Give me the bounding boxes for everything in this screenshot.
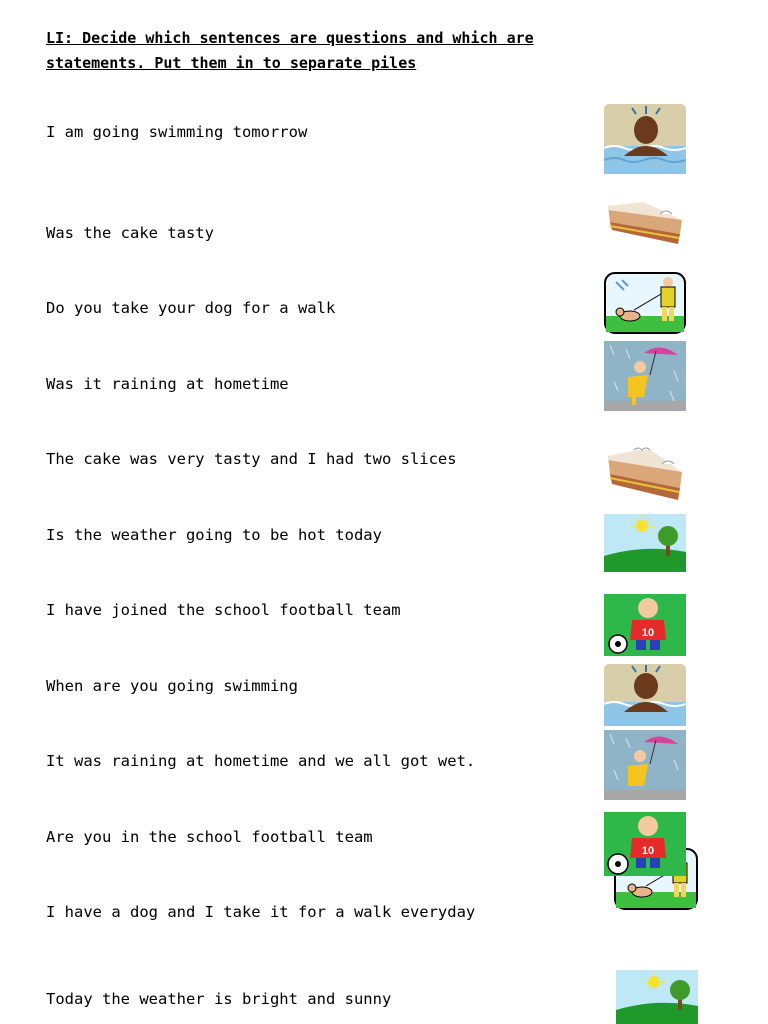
football-player-icon: [604, 812, 686, 876]
sentence-3: Do you take your dog for a walk: [46, 299, 336, 317]
rain-umbrella-icon: [604, 341, 686, 411]
football-player-icon: [604, 594, 686, 656]
sentence-11: I have a dog and I take it for a walk everyday: [46, 903, 476, 921]
sentence-6: Is the weather going to be hot today: [46, 526, 382, 544]
learning-intention-line2: statements. Put them in to separate piles: [46, 54, 417, 72]
shirt-number: 10: [641, 627, 655, 639]
cake-slice-icon: [604, 444, 686, 508]
sentence-8: When are you going swimming: [46, 677, 298, 695]
swimmer-icon: [604, 664, 686, 726]
sentence-9: It was raining at hometime and we all got wet.: [46, 752, 476, 770]
swimmer-icon: [604, 104, 686, 174]
sentence-10: Are you in the school football team: [46, 828, 373, 846]
sentence-12: Today the weather is bright and sunny: [46, 990, 392, 1008]
sentence-5: The cake was very tasty and I had two slices: [46, 450, 457, 468]
sentence-4: Was it raining at hometime: [46, 375, 289, 393]
sunny-day-icon: [604, 514, 686, 572]
cake-slice-icon: [604, 200, 686, 250]
learning-intention-line1: LI: Decide which sentences are questions and which are: [46, 29, 534, 47]
sunny-day-icon: [616, 970, 698, 1024]
dog-walk-icon: [604, 272, 686, 334]
sentence-2: Was the cake tasty: [46, 224, 214, 242]
sentence-1: I am going swimming tomorrow: [46, 123, 308, 141]
sentence-7: I have joined the school football team: [46, 601, 401, 619]
rain-umbrella-icon: [604, 730, 686, 800]
shirt-number: 10: [641, 845, 655, 857]
learning-intention: [46, 26, 566, 76]
